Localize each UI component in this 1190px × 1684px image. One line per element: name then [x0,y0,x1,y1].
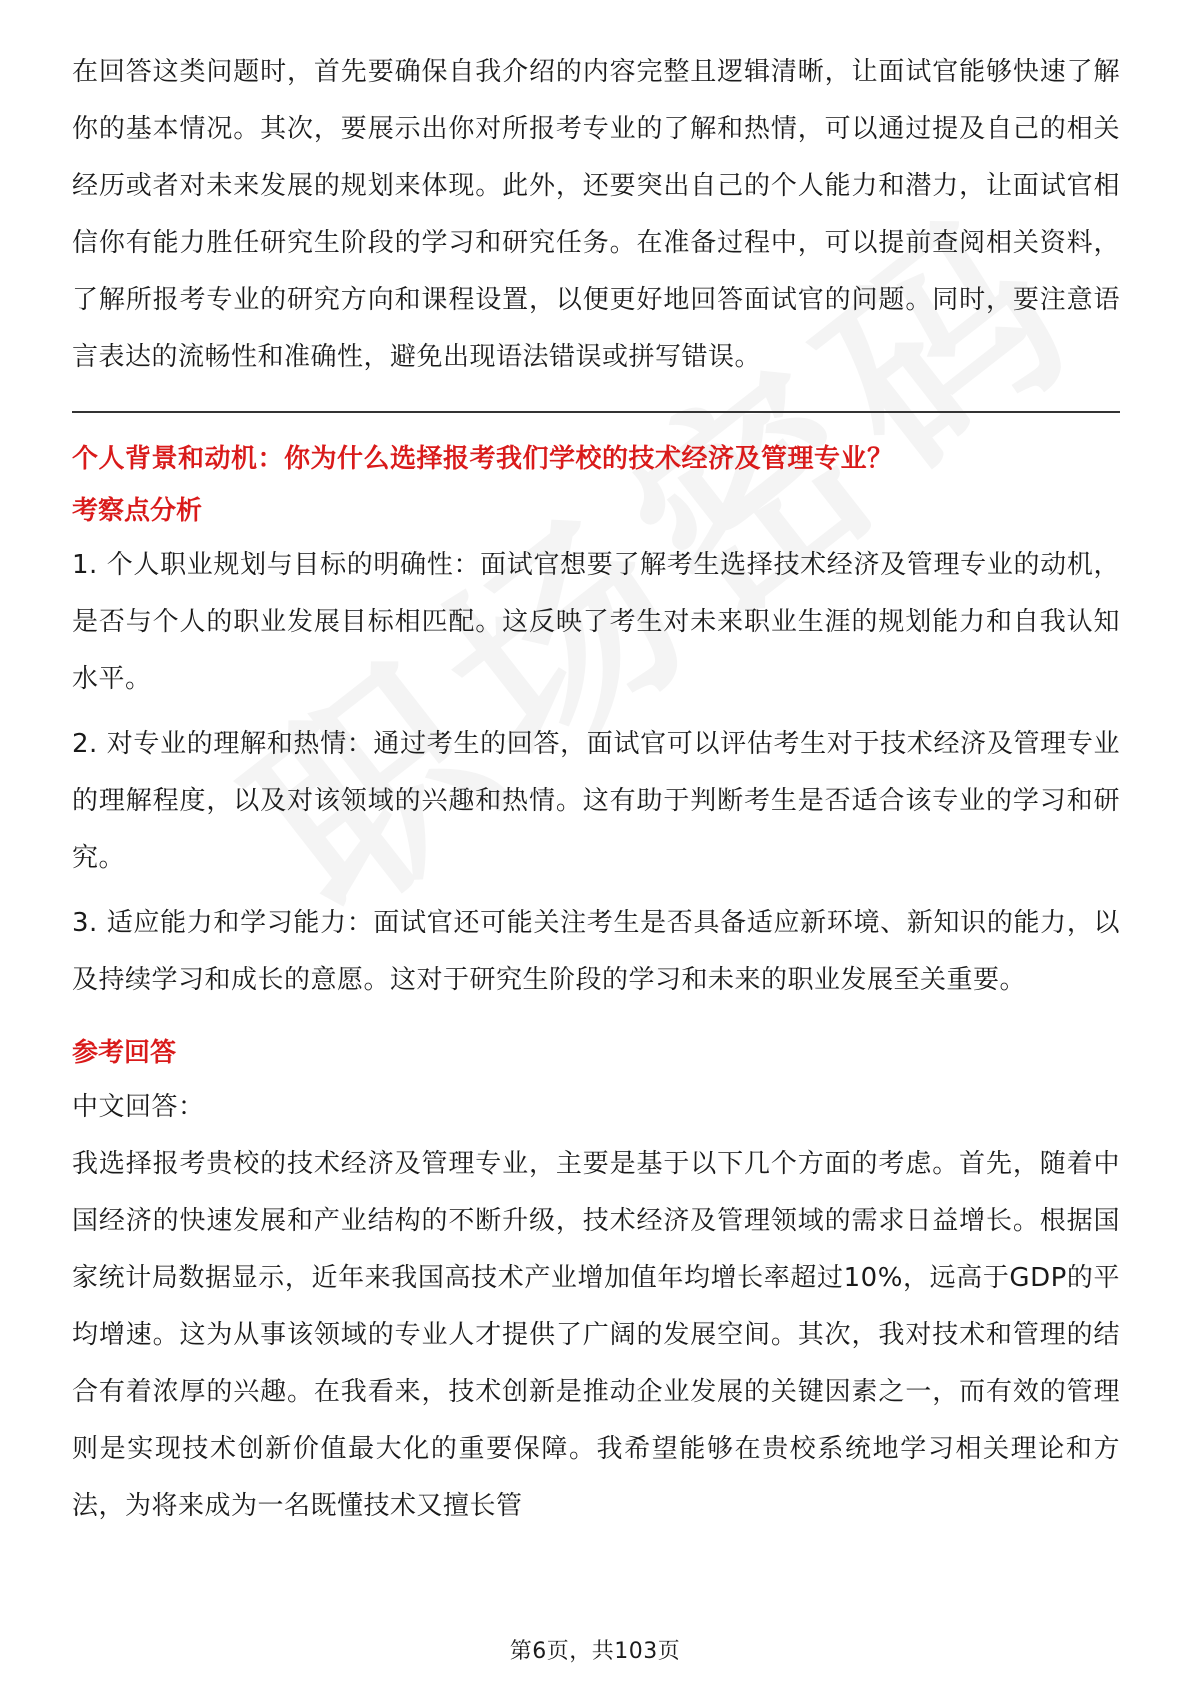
analysis-list [72,537,1120,1009]
page-content [72,44,1120,1535]
analysis-item: 2. 对专业的理解和热情：通过考生的回答，面试官可以评估考生对于技术经济及管理专业的理解程度，以及对该领域的兴趣和热情。这有助于判断考生是否适合该专业的学习和研究。 [72,729,1120,873]
reference-answer: 我选择报考贵校的技术经济及管理专业，主要是基于以下几个方面的考虑。首先，随着中国经济的快速发展和产业结构的不断升级，技术经济及管理领域的需求日益增长。根据国家统计局数据显示，近年来我国高技术产业增加值年均增长率超过10%，远高于GDP的平均增速。这为从事该领域的专业人才提供了广阔的发展空间。其次，我对技术和管理的结合有着浓厚的兴趣。在我看来，技术创新是推动企业发展的关键因素之一，而有效的管理则是实现技术创新价值最大化的重要保障。我希望能够在贵校系统地学习相关理论和方法，为将来成为一名既懂技术又擅长管 [72,1149,1120,1521]
section-divider [72,411,1120,413]
reference-subheading: 中文回答： [72,1092,205,1122]
intro-paragraph: 在回答这类问题时，首先要确保自我介绍的内容完整且逻辑清晰，让面试官能够快速了解你的基本情况。其次，要展示出你对所报考专业的了解和热情，可以通过提及自己的相关经历或者对未来发展的规划来体现。此外，还要突出自己的个人能力和潜力，让面试官相信你有能力胜任研究生阶段的学习和研究任务。在准备过程中，可以提前查阅相关资料，了解所报考专业的研究方向和课程设置，以便更好地回答面试官的问题。同时，要注意语言表达的流畅性和准确性，避免出现语法错误或拼写错误。 [72,57,1120,372]
analysis-item: 1. 个人职业规划与目标的明确性：面试官想要了解考生选择技术经济及管理专业的动机，是否与个人的职业发展目标相匹配。这反映了考生对未来职业生涯的规划能力和自我认知水平。 [72,550,1120,694]
reference-heading: 参考回答 [72,1038,177,1068]
question-title: 个人背景和动机：你为什么选择报考我们学校的技术经济及管理专业？ [72,444,894,474]
analysis-item: 3. 适应能力和学习能力：面试官还可能关注考生是否具备适应新环境、新知识的能力，以及持续学习和成长的意愿。这对于研究生阶段的学习和未来的职业发展至关重要。 [72,908,1120,995]
analysis-heading: 考察点分析 [72,496,203,526]
page-number: 第6页，共103页 [509,1639,681,1664]
